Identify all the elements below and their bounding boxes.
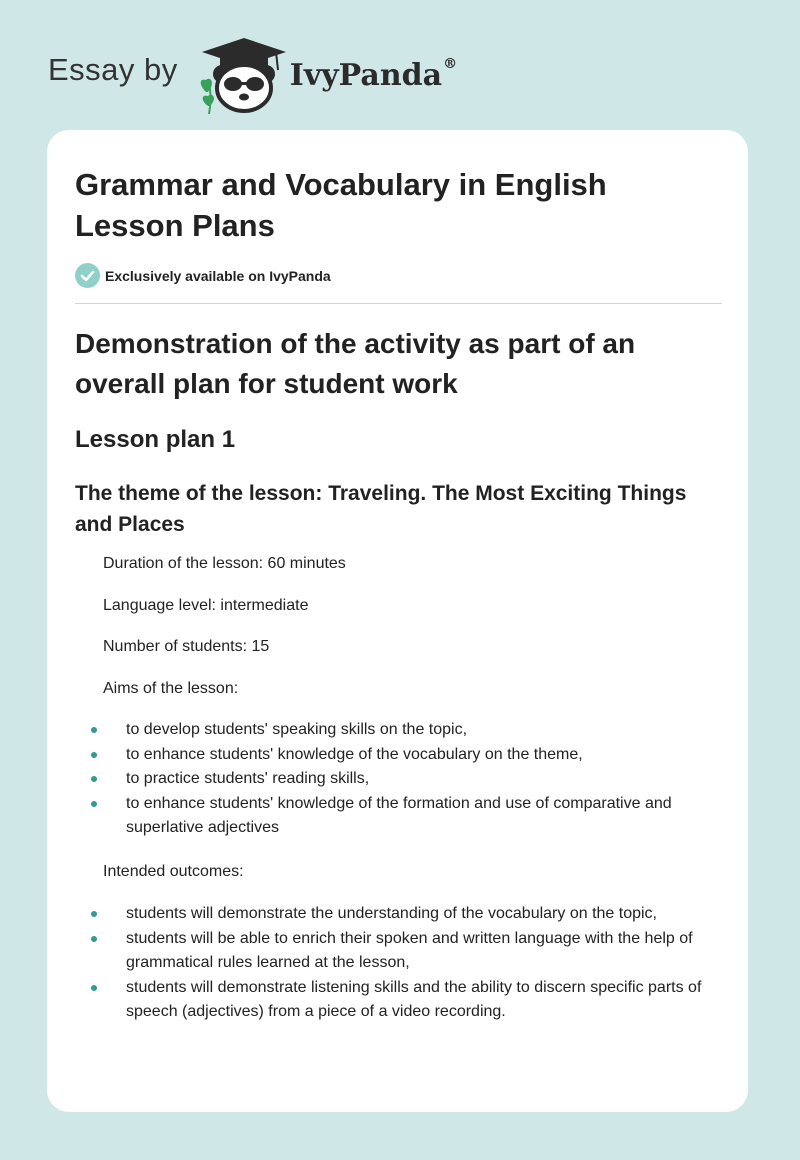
list-item: to practice students' reading skills, bbox=[75, 767, 725, 792]
lesson-plan-heading: Lesson plan 1 bbox=[75, 426, 236, 453]
list-item: students will be able to enrich their spoken and written language with the help of grammatical rules learned at the lesson, bbox=[75, 927, 725, 976]
bullet-icon bbox=[91, 936, 97, 942]
duration-text: Duration of the lesson: 60 minutes bbox=[103, 555, 346, 572]
list-item: to enhance students' knowledge of the formation and use of comparative and superlative adjectives bbox=[75, 792, 725, 841]
list-item: to enhance students' knowledge of the vocabulary on the theme, bbox=[75, 743, 725, 768]
list-item: students will demonstrate listening skills and the ability to discern specific parts of speech (adjectives) from a piece of a video recording. bbox=[75, 976, 725, 1025]
theme-heading: The theme of the lesson: Traveling. The Most Exciting Things and Places bbox=[75, 482, 687, 536]
bullet-icon bbox=[91, 985, 97, 991]
list-item: to develop students' speaking skills on the topic, bbox=[75, 718, 725, 743]
essay-card bbox=[47, 130, 748, 1112]
registered-mark: ® bbox=[443, 55, 458, 72]
bullet-icon bbox=[91, 776, 97, 782]
exclusive-text: Exclusively available on IvyPanda bbox=[105, 267, 331, 284]
section-heading: Demonstration of the activity as part of an overall plan for student work bbox=[75, 328, 636, 399]
list-item: students will demonstrate the understanding of the vocabulary on the topic, bbox=[75, 902, 725, 927]
divider bbox=[75, 303, 722, 304]
site-header bbox=[48, 34, 457, 114]
bullet-icon bbox=[91, 752, 97, 758]
exclusive-badge bbox=[75, 263, 331, 288]
aims-label: Aims of the lesson: bbox=[103, 680, 239, 697]
panda-logo-icon[interactable] bbox=[192, 34, 288, 114]
outcomes-list bbox=[75, 902, 725, 1025]
outcomes-label: Intended outcomes: bbox=[103, 863, 244, 880]
essay-by-label: Essay by bbox=[48, 52, 178, 87]
essay-title: Grammar and Vocabulary in English Lesson Plans bbox=[75, 167, 607, 243]
level-text: Language level: intermediate bbox=[103, 597, 309, 614]
bullet-icon bbox=[91, 727, 97, 733]
bullet-icon bbox=[91, 911, 97, 917]
aims-list bbox=[75, 718, 725, 841]
bullet-icon bbox=[91, 801, 97, 807]
checkmark-icon bbox=[75, 263, 100, 288]
students-text: Number of students: 15 bbox=[103, 638, 270, 655]
brand-name[interactable]: IvyPanda® bbox=[289, 55, 458, 93]
